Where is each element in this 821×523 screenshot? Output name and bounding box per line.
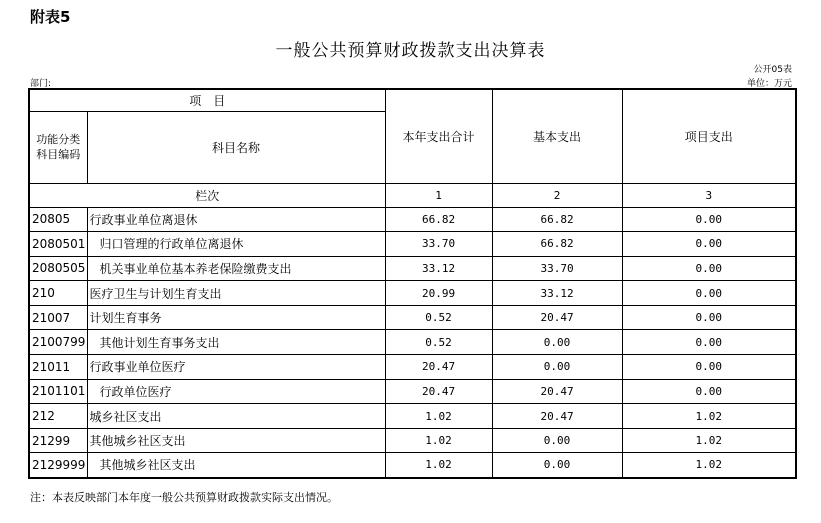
cell-total: 20.99 <box>385 281 492 306</box>
form-code: 公开05表 <box>753 65 792 75</box>
cell-subject-name: 机关事业单位基本养老保险缴费支出 <box>87 256 385 281</box>
cell-code: 21007 <box>29 305 87 330</box>
header-project: 项 目 <box>29 89 385 111</box>
header-basic: 基本支出 <box>492 89 622 183</box>
table-row <box>29 256 796 281</box>
cell-code: 21299 <box>29 428 87 453</box>
cell-project: 1.02 <box>622 428 796 453</box>
cell-basic: 33.70 <box>492 256 622 281</box>
cell-project: 0.00 <box>622 232 796 257</box>
cell-project: 0.00 <box>622 305 796 330</box>
cell-code: 212 <box>29 404 87 429</box>
table-row <box>29 305 796 330</box>
cell-code: 21011 <box>29 355 87 380</box>
cell-subject-name: 城乡社区支出 <box>87 404 385 429</box>
table-row <box>29 404 796 429</box>
header-column-label: 栏次 <box>29 183 385 207</box>
cell-total: 0.52 <box>385 330 492 355</box>
cell-total: 0.52 <box>385 305 492 330</box>
table-body <box>29 207 796 478</box>
cell-basic: 66.82 <box>492 232 622 257</box>
table-row <box>29 232 796 257</box>
cell-project: 0.00 <box>622 281 796 306</box>
cell-project: 0.00 <box>622 256 796 281</box>
cell-basic: 0.00 <box>492 428 622 453</box>
cell-subject-name: 其他城乡社区支出 <box>87 428 385 453</box>
column-index-2: 2 <box>492 183 622 207</box>
table-header-row <box>29 89 796 111</box>
cell-basic: 20.47 <box>492 379 622 404</box>
cell-code: 210 <box>29 281 87 306</box>
cell-project: 0.00 <box>622 379 796 404</box>
cell-total: 66.82 <box>385 207 492 232</box>
cell-total: 33.12 <box>385 256 492 281</box>
cell-code: 2100799 <box>29 330 87 355</box>
column-index-row <box>29 183 796 207</box>
cell-total: 1.02 <box>385 453 492 478</box>
cell-basic: 20.47 <box>492 404 622 429</box>
table-row <box>29 355 796 380</box>
department-label: 部门: <box>30 79 52 89</box>
cell-basic: 33.12 <box>492 281 622 306</box>
header-total: 本年支出合计 <box>385 89 492 183</box>
cell-subject-name: 其他城乡社区支出 <box>87 453 385 478</box>
cell-code: 2129999 <box>29 453 87 478</box>
cell-project: 1.02 <box>622 453 796 478</box>
cell-basic: 0.00 <box>492 355 622 380</box>
unit-label: 单位：万元 <box>746 79 792 89</box>
cell-code: 2080501 <box>29 232 87 257</box>
cell-basic: 66.82 <box>492 207 622 232</box>
cell-subject-name: 行政单位医疗 <box>87 379 385 404</box>
header-subject-name: 科目名称 <box>87 111 385 183</box>
page-title: 一般公共预算财政拨款支出决算表 <box>275 41 546 61</box>
table-row <box>29 330 796 355</box>
cell-subject-name: 计划生育事务 <box>87 305 385 330</box>
cell-subject-name: 其他计划生育事务支出 <box>87 330 385 355</box>
cell-total: 20.47 <box>385 379 492 404</box>
cell-total: 33.70 <box>385 232 492 257</box>
cell-subject-name: 归口管理的行政单位离退休 <box>87 232 385 257</box>
table-row <box>29 428 796 453</box>
table-row <box>29 281 796 306</box>
cell-project: 0.00 <box>622 330 796 355</box>
column-index-3: 3 <box>622 183 796 207</box>
cell-subject-name: 行政事业单位医疗 <box>87 355 385 380</box>
table-row <box>29 379 796 404</box>
cell-project: 0.00 <box>622 207 796 232</box>
cell-project: 0.00 <box>622 355 796 380</box>
cell-total: 20.47 <box>385 355 492 380</box>
cell-project: 1.02 <box>622 404 796 429</box>
expenditure-table <box>28 88 797 479</box>
cell-subject-name: 医疗卫生与计划生育支出 <box>87 281 385 306</box>
cell-total: 1.02 <box>385 404 492 429</box>
cell-basic: 0.00 <box>492 330 622 355</box>
cell-basic: 0.00 <box>492 453 622 478</box>
header-func-code-line2: 科目编码 <box>36 148 81 161</box>
cell-subject-name: 行政事业单位离退休 <box>87 207 385 232</box>
header-func-code <box>29 111 87 183</box>
footnote: 注：本表反映部门本年度一般公共预算财政拨款实际支出情况。 <box>30 491 338 504</box>
cell-total: 1.02 <box>385 428 492 453</box>
header-project-expense: 项目支出 <box>622 89 796 183</box>
cell-code: 20805 <box>29 207 87 232</box>
appendix-label: 附表5 <box>30 8 71 26</box>
cell-code: 2101101 <box>29 379 87 404</box>
header-func-code-line1: 功能分类 <box>36 133 81 146</box>
cell-code: 2080505 <box>29 256 87 281</box>
cell-basic: 20.47 <box>492 305 622 330</box>
column-index-1: 1 <box>385 183 492 207</box>
table-row <box>29 207 796 232</box>
table-row <box>29 453 796 478</box>
